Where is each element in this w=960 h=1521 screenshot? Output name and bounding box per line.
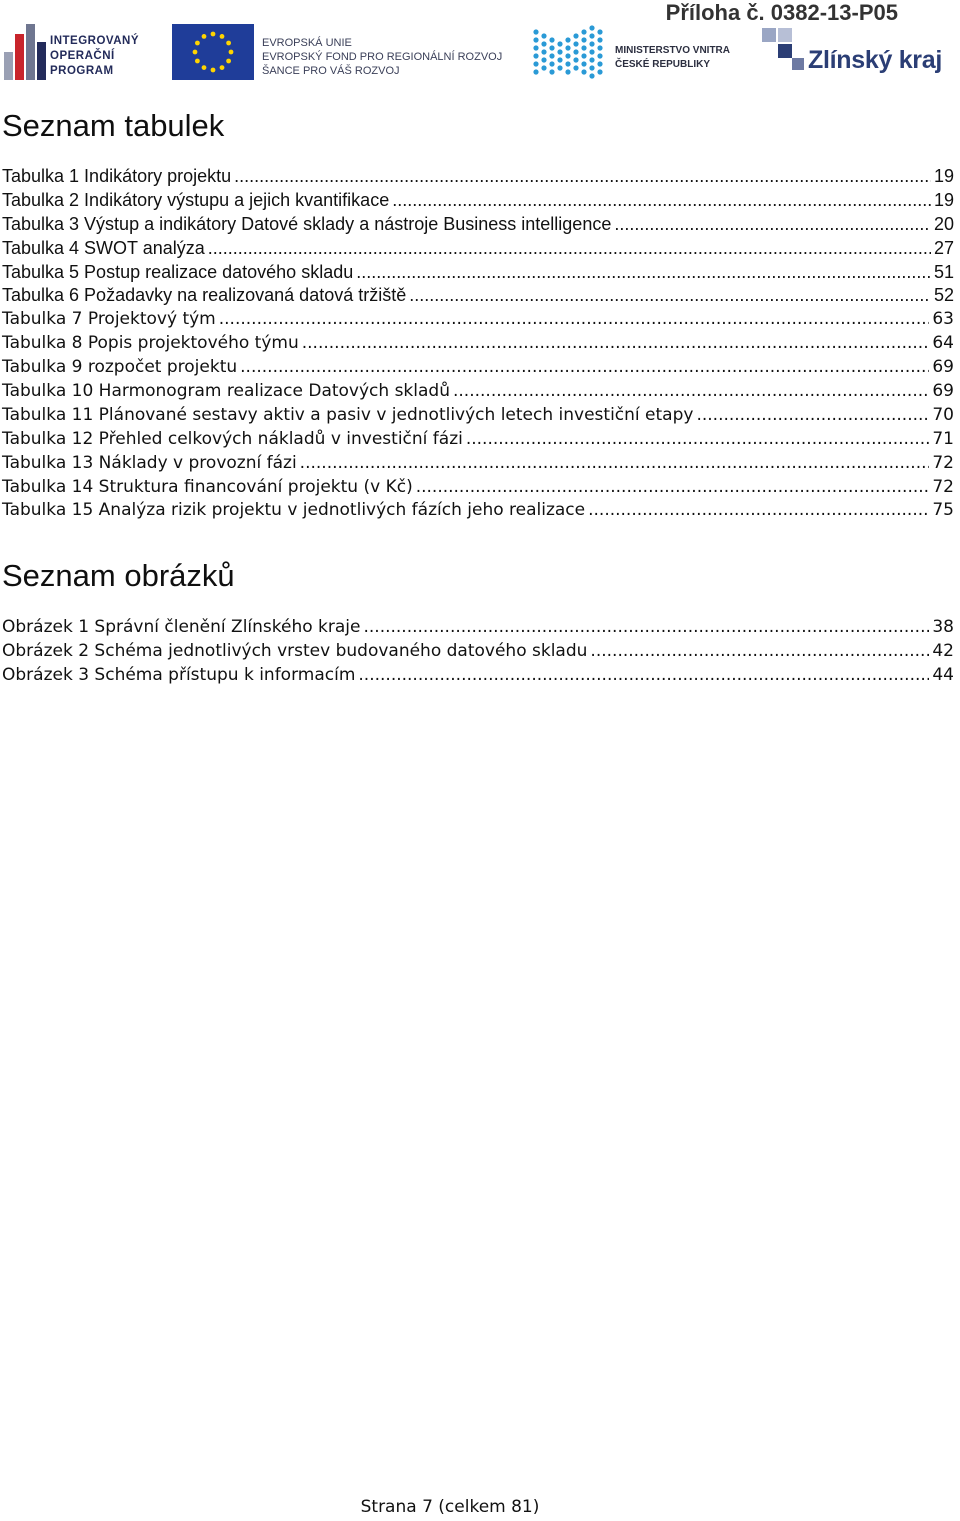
toc-entry-label: Tabulka 10 Harmonogram realizace Datových skladů — [2, 381, 450, 402]
toc-entry-page: 52 — [933, 285, 954, 306]
toc-entry-label: Obrázek 1 Správní členění Zlínského kraje — [2, 617, 361, 637]
mv-line-2: ČESKÉ REPUBLIKY — [615, 59, 711, 70]
toc-table-entry[interactable] — [2, 452, 954, 476]
toc-entry-page: 72 — [932, 476, 954, 497]
toc-leader-dots — [240, 356, 929, 380]
toc-table-entry[interactable] — [2, 165, 954, 189]
toc-table-entry[interactable] — [2, 404, 954, 428]
page-footer: Strana 7 (celkem 81) — [360, 1497, 540, 1517]
toc-entry-page: 20 — [933, 213, 954, 234]
toc-entry-page: 42 — [932, 640, 954, 661]
toc-leader-dots — [696, 404, 929, 428]
annex-label: Příloha č. 0382-13-P05 — [665, 0, 898, 25]
toc-leader-dots — [208, 237, 931, 261]
eu-line-2: EVROPSKÝ FOND PRO REGIONÁLNÍ ROZVOJ — [262, 51, 503, 63]
toc-table-entry[interactable] — [2, 428, 954, 452]
toc-entry-label: Tabulka 6 Požadavky na realizovaná datová tržiště — [2, 285, 407, 306]
toc-entry-label: Tabulka 12 Přehled celkových nákladů v investiční fázi — [2, 428, 463, 449]
toc-entry-label: Tabulka 3 Výstup a indikátory Datové sklady a nástroje Business intelligence — [2, 213, 612, 234]
zlin-squares-icon — [762, 24, 806, 70]
toc-entry-page: 38 — [932, 617, 954, 637]
toc-table-entry[interactable] — [2, 308, 954, 332]
toc-leader-dots — [300, 452, 930, 476]
iop-line-2: OPERAČNÍ — [50, 50, 115, 62]
toc-figure-entry[interactable] — [2, 640, 954, 664]
toc-leader-dots — [392, 189, 931, 213]
toc-table-entry[interactable] — [2, 213, 954, 237]
eu-logo — [172, 22, 502, 82]
figures-heading: Seznam obrázků — [2, 558, 235, 593]
toc-entry-label: Tabulka 8 Popis projektového týmu — [2, 333, 299, 354]
toc-leader-dots — [416, 476, 930, 500]
toc-entry-page: 19 — [933, 166, 954, 186]
toc-entry-label: Tabulka 14 Struktura financování projektu (v Kč) — [2, 476, 413, 497]
toc-leader-dots — [453, 380, 929, 404]
iop-line-1: INTEGROVANÝ — [50, 35, 139, 47]
toc-entry-label: Tabulka 2 Indikátory výstupu a jejich kvantifikace — [2, 189, 390, 210]
toc-entry-label: Tabulka 13 Náklady v provozní fázi — [2, 452, 297, 473]
eu-line-1: EVROPSKÁ UNIE — [262, 37, 352, 49]
toc-entry-page: 44 — [932, 664, 954, 685]
toc-leader-dots — [219, 308, 930, 332]
mv-line-1: MINISTERSTVO VNITRA — [615, 45, 731, 56]
toc-entry-page: 51 — [933, 261, 954, 282]
toc-leader-dots — [588, 499, 929, 523]
zlin-logo — [762, 24, 960, 82]
toc-table-entry[interactable] — [2, 261, 954, 285]
toc-entry-page: 63 — [932, 309, 954, 330]
toc-figure-entry[interactable] — [2, 616, 954, 640]
mv-logo — [532, 24, 732, 82]
toc-entry-label: Tabulka 5 Postup realizace datového skladu — [2, 261, 354, 282]
toc-entry-label: Tabulka 7 Projektový tým — [2, 309, 216, 330]
toc-leader-dots — [363, 616, 929, 640]
toc-entry-page: 19 — [933, 189, 954, 210]
toc-entry-label: Tabulka 15 Analýza rizik projektu v jednotlivých fázích jeho realizace — [2, 500, 586, 521]
tables-heading: Seznam tabulek — [2, 108, 225, 143]
iop-line-3: PROGRAM — [50, 65, 114, 77]
toc-leader-dots — [614, 213, 931, 237]
toc-entry-label: Tabulka 11 Plánované sestavy aktiv a pasiv v jednotlivých letech investiční etapy — [2, 404, 694, 425]
toc-leader-dots — [234, 165, 931, 189]
tables-list — [2, 165, 954, 523]
toc-table-entry[interactable] — [2, 499, 954, 523]
toc-table-entry[interactable] — [2, 237, 954, 261]
toc-entry-page: 27 — [933, 237, 954, 258]
toc-entry-page: 64 — [932, 333, 954, 354]
toc-entry-page: 70 — [932, 404, 954, 425]
toc-table-entry[interactable] — [2, 284, 954, 308]
toc-leader-dots — [358, 664, 929, 688]
toc-entry-page: 69 — [932, 381, 954, 402]
toc-leader-dots — [409, 284, 931, 308]
eu-line-3: ŠANCE PRO VÁŠ ROZVOJ — [262, 65, 400, 77]
figures-list — [2, 616, 954, 688]
logo-bar — [0, 22, 960, 84]
toc-leader-dots — [356, 261, 931, 285]
toc-table-entry[interactable] — [2, 332, 954, 356]
zlin-logo-text: Zlínský kraj — [808, 46, 942, 74]
toc-figure-entry[interactable] — [2, 664, 954, 688]
toc-entry-page: 72 — [932, 452, 954, 473]
eu-flag-icon — [172, 24, 254, 80]
toc-table-entry[interactable] — [2, 476, 954, 500]
mv-dots-icon — [532, 24, 604, 80]
toc-table-entry[interactable] — [2, 380, 954, 404]
toc-entry-label: Obrázek 2 Schéma jednotlivých vrstev budovaného datového skladu — [2, 640, 588, 661]
toc-entry-label: Obrázek 3 Schéma přístupu k informacím — [2, 664, 356, 685]
iop-logo — [4, 22, 154, 82]
toc-leader-dots — [590, 640, 929, 664]
toc-entry-page: 69 — [932, 357, 954, 378]
toc-table-entry[interactable] — [2, 356, 954, 380]
toc-entry-label: Tabulka 9 rozpočet projektu — [2, 357, 238, 378]
toc-leader-dots — [302, 332, 930, 356]
toc-entry-label: Tabulka 4 SWOT analýza — [2, 237, 205, 258]
toc-leader-dots — [466, 428, 930, 452]
toc-entry-label: Tabulka 1 Indikátory projektu — [2, 166, 232, 186]
toc-table-entry[interactable] — [2, 189, 954, 213]
toc-entry-page: 71 — [932, 428, 954, 449]
toc-entry-page: 75 — [932, 500, 954, 521]
